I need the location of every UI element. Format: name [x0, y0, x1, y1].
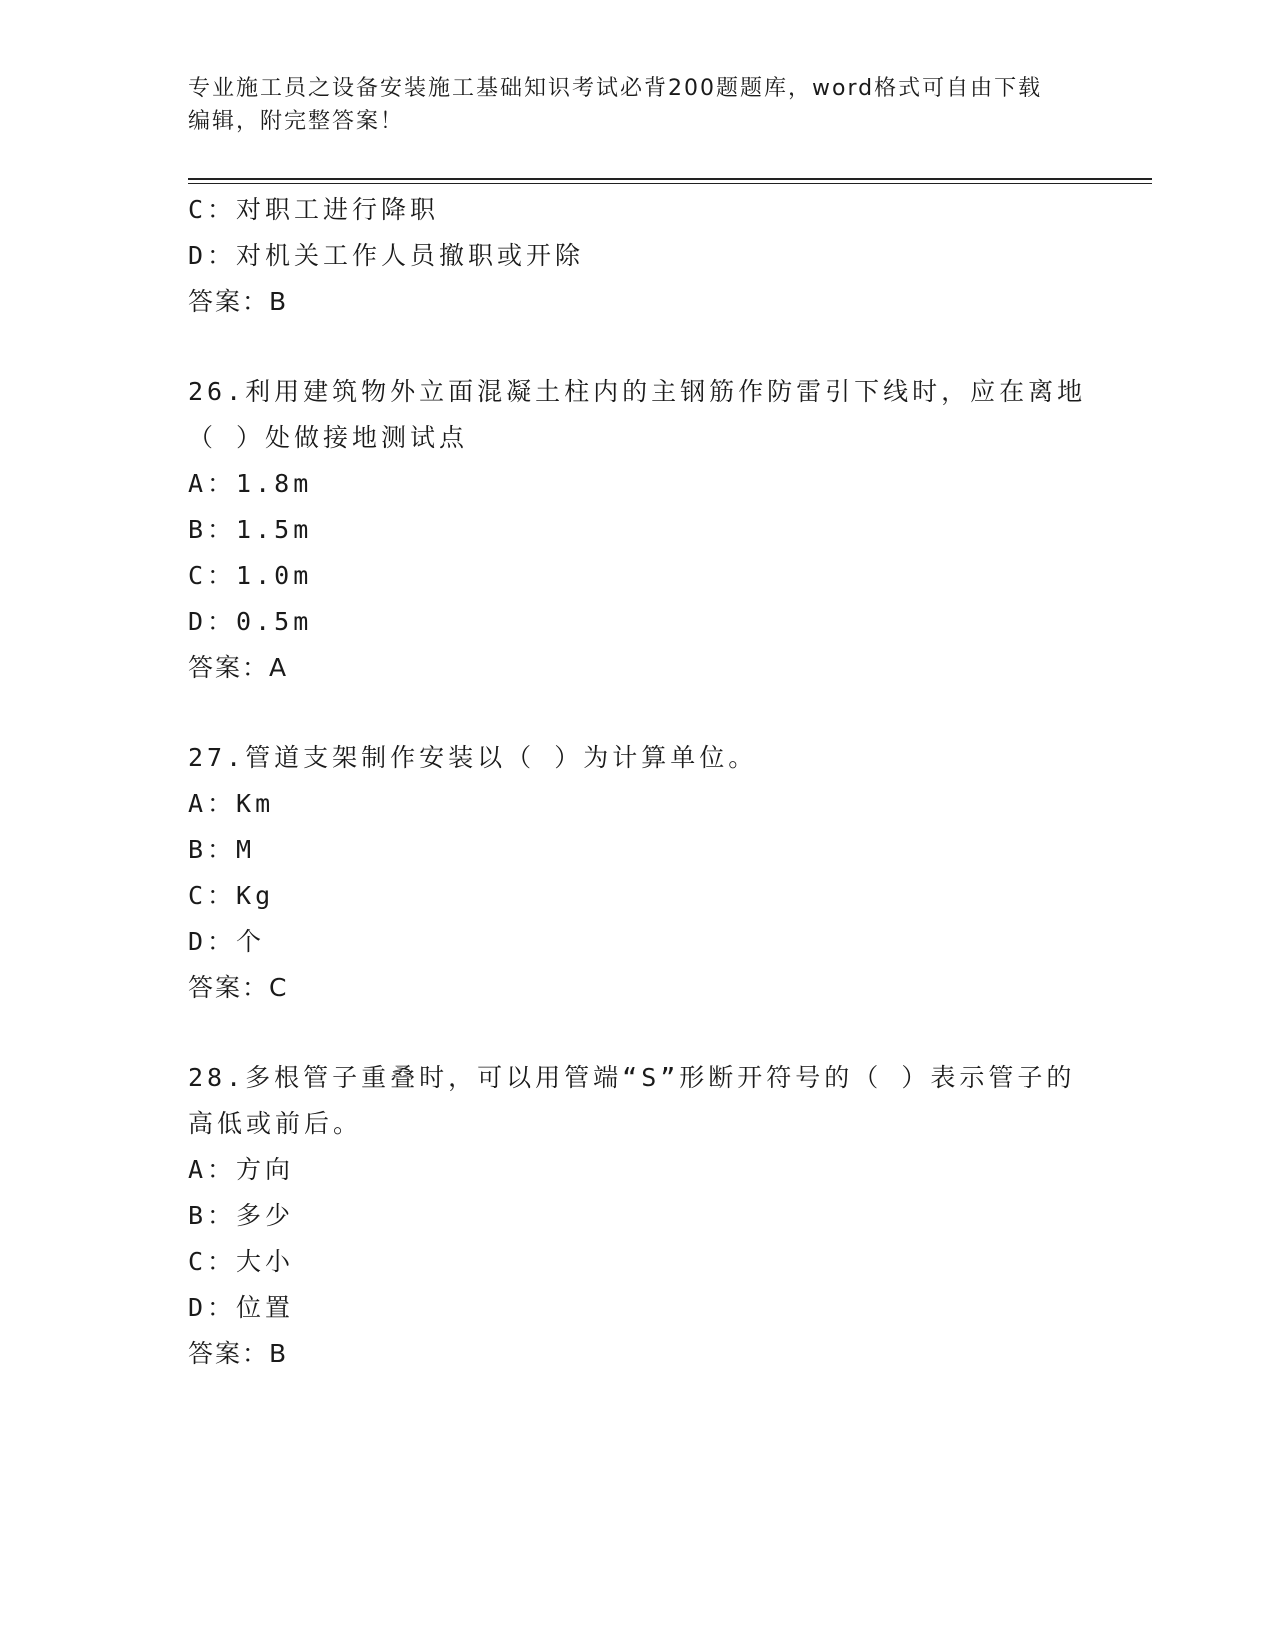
question-stem: [188, 369, 1088, 461]
spacer: [188, 325, 1088, 369]
option-b: B：多少: [188, 1201, 295, 1230]
question-stem: [188, 1055, 1088, 1147]
option-c: C：Kg: [188, 881, 275, 910]
option-a: A：Km: [188, 789, 275, 818]
header-line-1: 专业施工员之设备安装施工基础知识考试必背200题题库，word格式可自由下载: [188, 76, 1043, 101]
option-d: D：个: [188, 927, 266, 956]
question-stem-line-1: 27.管道支架制作安装以（ ）为计算单位。: [188, 743, 758, 772]
option-d: D：对机关工作人员撤职或开除: [188, 241, 585, 270]
header-rule-thick: [188, 178, 1152, 180]
question-stem: [188, 735, 1088, 781]
answer-line: 答案：B: [188, 1339, 289, 1368]
option-a: A：1.8m: [188, 469, 313, 498]
header-line-2: 编辑，附完整答案！: [188, 109, 405, 134]
spacer: [188, 691, 1088, 735]
question-stem-line-1: 26.利用建筑物外立面混凝土柱内的主钢筋作防雷引下线时，应在离地: [188, 377, 1087, 406]
answer-line: 答案：A: [188, 653, 289, 682]
option-d: D：位置: [188, 1293, 295, 1322]
question-28: [188, 1055, 1088, 1377]
question-stem-line-2: （ ）处做接地测试点: [188, 423, 469, 452]
option-b: B：M: [188, 835, 256, 864]
option-d: D：0.5m: [188, 607, 313, 636]
question-27: [188, 735, 1088, 1011]
question-26: [188, 369, 1088, 691]
header-rule-thin: [188, 183, 1152, 184]
question-stem-line-2: 高低或前后。: [188, 1109, 363, 1138]
option-c: C：1.0m: [188, 561, 313, 590]
option-c: C：对职工进行降职: [188, 195, 440, 224]
option-a: A：方向: [188, 1155, 295, 1184]
question-list: [188, 187, 1088, 1377]
question-stem-line-1: 28.多根管子重叠时，可以用管端“S”形断开符号的（ ）表示管子的: [188, 1063, 1076, 1092]
option-b: B：1.5m: [188, 515, 313, 544]
spacer: [188, 1011, 1088, 1055]
option-c: C：大小: [188, 1247, 295, 1276]
answer-line: 答案：C: [188, 973, 289, 1002]
question-25-tail: [188, 187, 1088, 325]
document-header: [188, 72, 1088, 138]
answer-line: 答案：B: [188, 287, 289, 316]
